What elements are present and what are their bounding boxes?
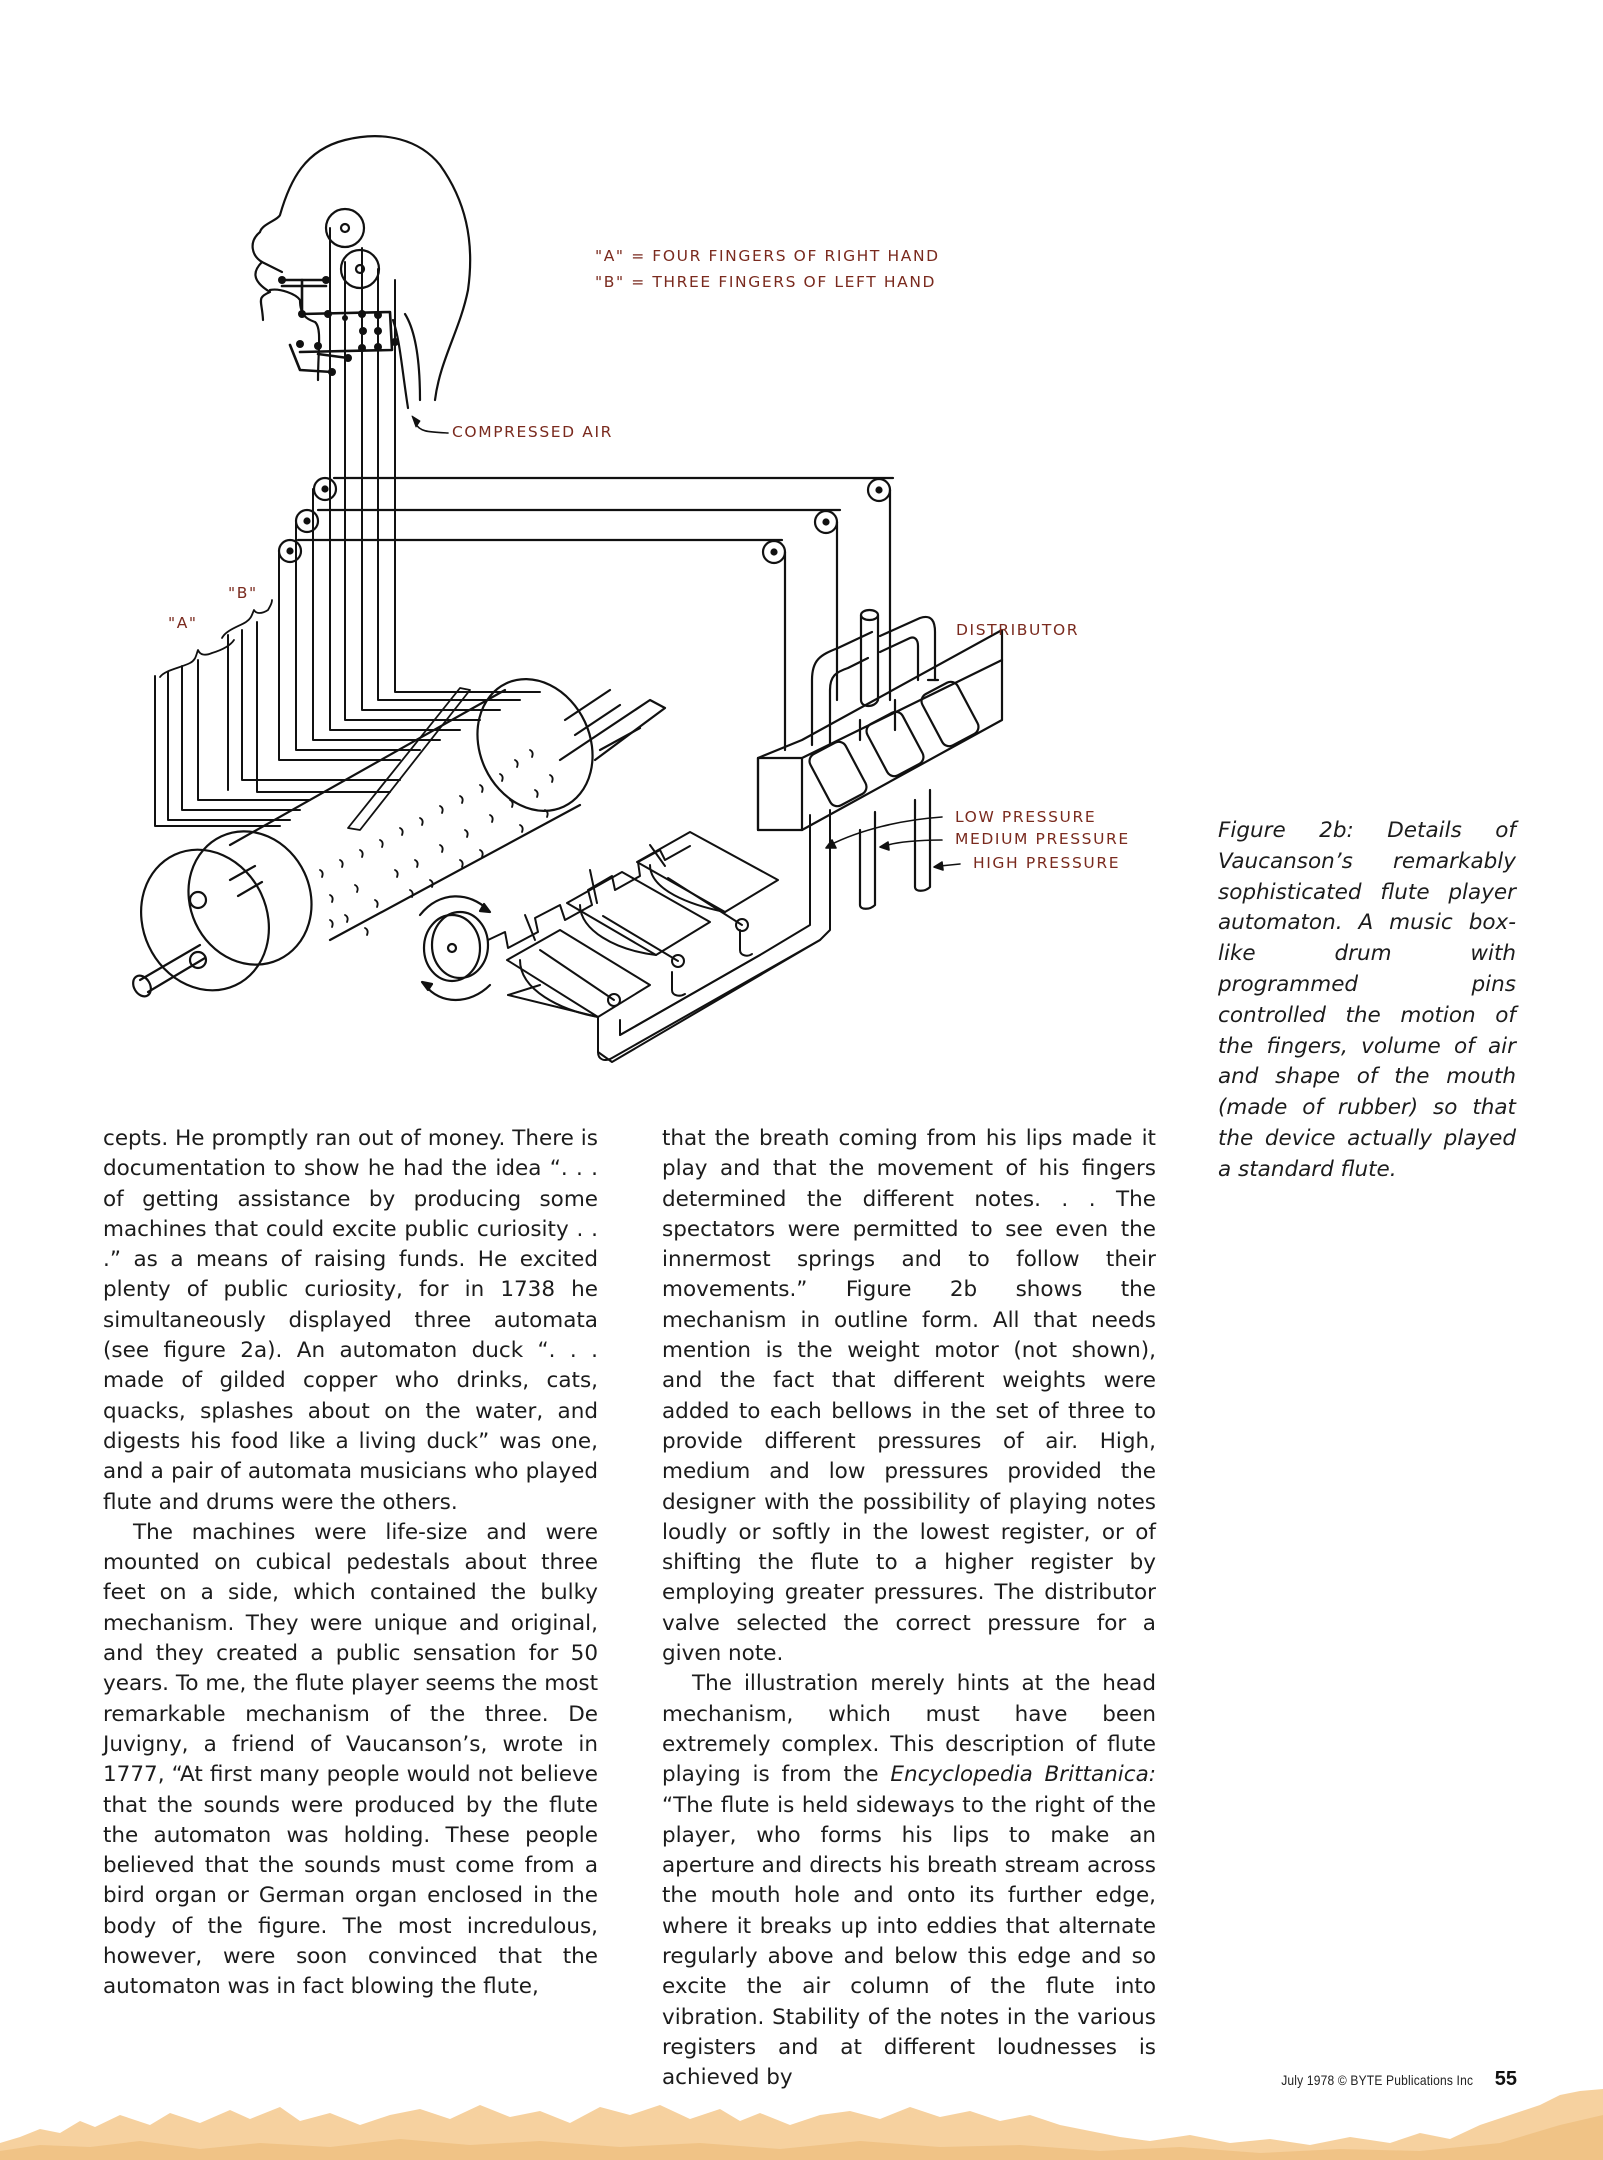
legend-b-label: "B" = THREE FINGERS OF LEFT HAND [595, 273, 937, 291]
pinned-drum-icon [118, 660, 665, 1011]
distributor-label: DISTRIBUTOR [956, 621, 1080, 639]
bellows-icon [507, 810, 830, 1062]
figure-caption [1218, 816, 1516, 1186]
compressed-air-label: COMPRESSED AIR [452, 423, 613, 441]
article-column-1 [103, 1124, 598, 2003]
paragraph-text: The illustration merely hints at the head mechanism, which must have been extremely complex. This description of flute playing is from the [662, 1671, 1156, 1788]
page-number: 55 [1494, 2068, 1517, 2090]
distributor-valve-icon [758, 610, 1002, 909]
legend-a-label: "A" = FOUR FINGERS OF RIGHT HAND [595, 247, 940, 265]
paragraph-text: “The flute is held sideways to the right of the player, who forms his lips to make an aperture and directs his breath stream across the mouth hole and onto its further edge, where it breaks up into eddies that alternate regularly above and below this edge and so excite the air column of the flute into vibration. Stability of the notes in the various registers and at different loudnesses is achieved by [662, 1792, 1156, 2091]
paragraph [662, 1669, 1156, 2093]
bracket-b-label: "B" [228, 584, 258, 602]
bracket-a-label: "A" [168, 614, 198, 632]
torn-paper-edge [0, 2085, 1603, 2160]
paragraph: cepts. He promptly ran out of money. There is documentation to show he had the idea “. . . of getting assistance by producing some machines that could excite public curiosity . . .” as a means of raising funds. He excited plenty of public curiosity, for in 1738 he simultaneously displayed three automata (see figure 2a). An automaton duck “. . . made of gilded copper who drinks, cats, quacks, splashes about on the water, and digests his food like a living duck” was one, and a pair of automata musicians who played flute and drums were the others. [103, 1126, 598, 1515]
article-column-2 [662, 1124, 1156, 2094]
encyclopedia-reference: Encyclopedia Brittanica: [890, 1762, 1156, 1788]
paragraph: The machines were life-size and were mounted on cubical pedestals about three feet on a side, which contained the bulky mechanism. They were unique and original, and they created a public sensation for 50 years. To me, the flute player seems the most remarkable mechanism of the three. De Juvigny, a friend of Vaucanson’s, wrote in 1777, “At first many people would not believe that the sounds were produced by the flute the automaton was holding. These people believed that the sounds must come from a bird organ or German organ enclosed in the body of the figure. The most incredulous, however, were soon convinced that the automaton was in fact blowing the flute, [103, 1519, 598, 2000]
pulley-wheel-icon [326, 209, 379, 288]
publication-credit: July 1978 © BYTE Publications Inc [1280, 2072, 1473, 2088]
medium-pressure-label: MEDIUM PRESSURE [955, 830, 1130, 848]
caption-text: Figure 2b: Details of Vaucanson’s remarkably sophisticated flute player automaton. A music box-like drum with programmed pins controlled the motion of the fingers, volume of air and shape of the mouth (made of rubber) so that the device actually played a standard flute. [1218, 818, 1516, 1182]
high-pressure-label: HIGH PRESSURE [973, 854, 1121, 872]
low-pressure-label: LOW PRESSURE [955, 808, 1097, 826]
paragraph: that the breath coming from his lips made it play and that the movement of his fingers determined the different notes. . . The spectators were permitted to see even the innermost springs and to follow their movements.” Figure 2b shows the mechanism in outline form. All that needs mention is the weight motor (not shown), and the fact that different weights were added to each bellows in the set of three to provide different pressures of air. High, medium and low pressures provided the designer with the possibility of playing notes loudly or softly in the lowest register, or of shifting the flute to a higher register by employing greater pressures. The distributor valve selected the correct pressure for a given note. [662, 1126, 1156, 1667]
crank-wheel-icon [420, 896, 490, 1000]
